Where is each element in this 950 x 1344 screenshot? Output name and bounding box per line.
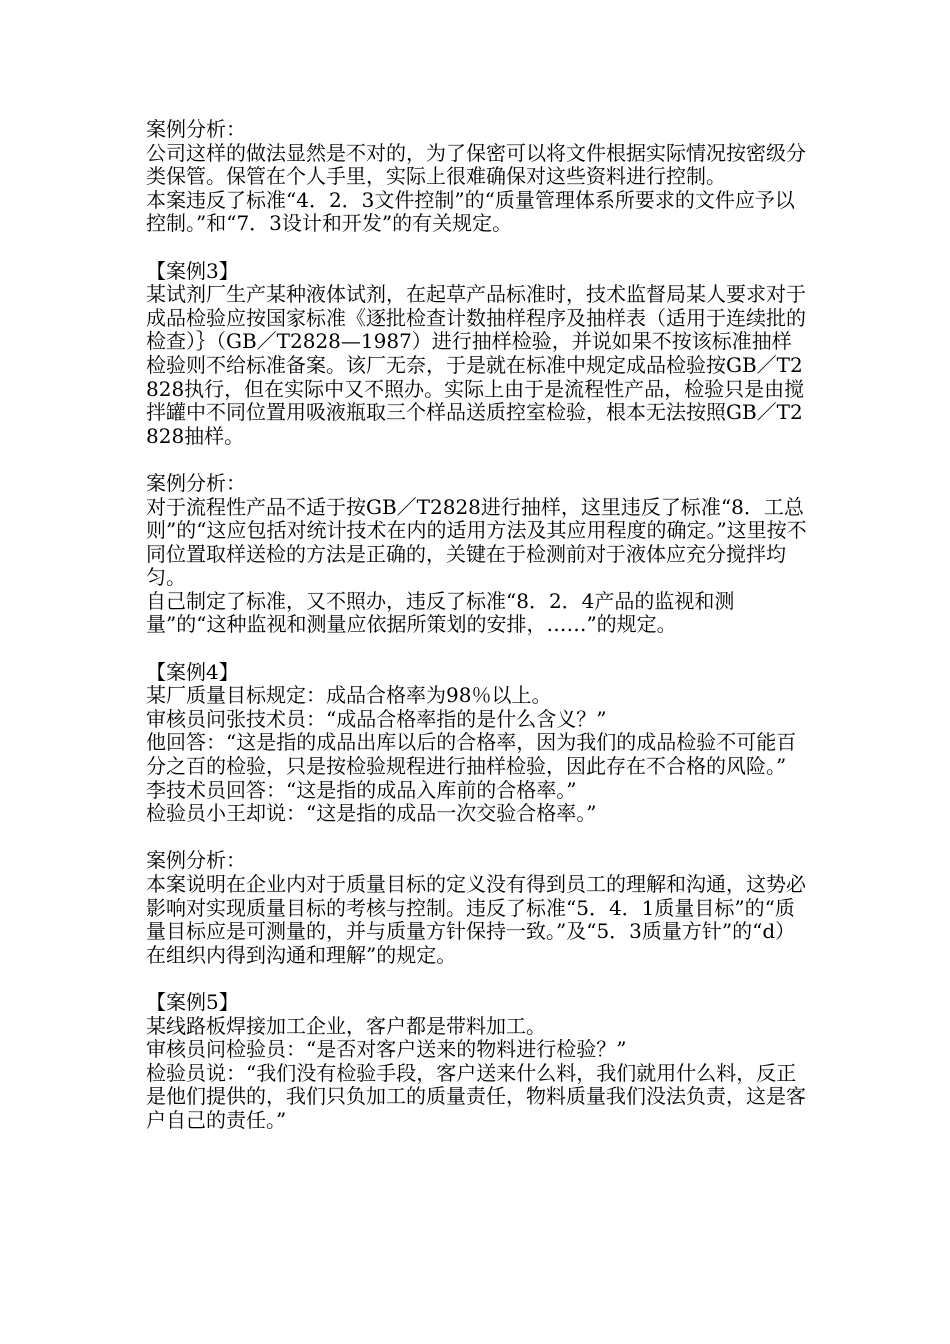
paragraph: 本案说明在企业内对于质量目标的定义没有得到员工的理解和沟通，这势必影响对实现质量目标的考核与控制。违反了标准“5．4．1质量目标”的“质量目标应是可测量的，并与质量方针保持一致。”及“5．3质量方针”的“d）在组织内得到沟通和理解”的规定。 xyxy=(146,872,806,967)
paragraph: 公司这样的做法显然是不对的，为了保密可以将文件根据实际情况按密级分类保管。保管在个人手里，实际上很难确保对这些资料进行控制。 xyxy=(146,140,806,189)
paragraph: 【案例4】 xyxy=(146,659,239,684)
paragraph-gap xyxy=(146,448,810,472)
document-body xyxy=(146,118,810,1133)
paragraph: 本案违反了标准“4．2．3文件控制”的“质量管理体系所要求的文件应予以控制。”和“7．3设计和开发”的有关规定。 xyxy=(146,187,795,236)
paragraph: 案例分析： xyxy=(146,117,246,141)
paragraph: 他回答：“这是指的成品出库以后的合格率，因为我们的成品检验不可能百分之百的检验，只是按检验规程进行抽样检验，因此存在不合格的风险。” xyxy=(146,730,797,779)
paragraph: 审核员问张技术员：“成品合格率指的是什么含义？” xyxy=(146,706,607,731)
paragraph: 案例分析： xyxy=(146,848,246,873)
paragraph-gap xyxy=(146,826,810,850)
paragraph: 【案例3】 xyxy=(146,258,239,283)
paragraph: 李技术员回答：“这是指的成品入库前的合格率。” xyxy=(146,777,577,802)
paragraph: 【案例5】 xyxy=(146,989,239,1014)
paragraph: 某线路板焊接加工企业，客户都是带料加工。 xyxy=(146,1013,546,1038)
paragraph: 审核员问检验员：“是否对客户送来的物料进行检验？” xyxy=(146,1037,627,1062)
paragraph: 案例分析： xyxy=(146,470,246,495)
paragraph: 某厂质量目标规定：成品合格率为98％以上。 xyxy=(146,683,552,708)
paragraph: 检验员说：“我们没有检验手段，客户送来什么料，我们就用什么料，反正是他们提供的，我们只负加工的质量责任，物料质量我们没法负责，这是客户自己的责任。” xyxy=(146,1060,806,1132)
paragraph: 检验员小王却说：“这是指的成品一次交验合格率。” xyxy=(146,801,597,826)
paragraph: 对于流程性产品不适于按GB／T2828进行抽样，这里违反了标准“8．工总则”的“这应包括对统计技术在内的适用方法及其应用程度的确定。”这里按不同位置取样送检的方法是正确的，关键在于检测前对于液体应充分搅拌均匀。 xyxy=(146,494,807,590)
paragraph-gap xyxy=(146,967,810,991)
paragraph-gap xyxy=(146,637,810,661)
paragraph-gap xyxy=(146,236,810,260)
paragraph: 自己制定了标准，又不照办，违反了标准“8．2．4产品的监视和测量”的“这种监视和测量应依据所策划的安排，……”的规定。 xyxy=(146,588,735,637)
paragraph: 某试剂厂生产某种液体试剂，在起草产品标准时，技术监督局某人要求对于成品检验应按国家标准《逐批检查计数抽样程序及抽样表（适用于连续批的检查）｝（GB／T2828—1987）进行抽样检验，并说如果不按该标准抽样检验则不给标准备案。该厂无奈，于是就在标准中规定成品检验按GB／T2828执行，但在实际中又不照办。实际上由于是流程性产品，检验只是由搅拌罐中不同位置用吸液瓶取三个样品送质控室检验，根本无法按照GB／T2828抽样。 xyxy=(146,282,806,448)
